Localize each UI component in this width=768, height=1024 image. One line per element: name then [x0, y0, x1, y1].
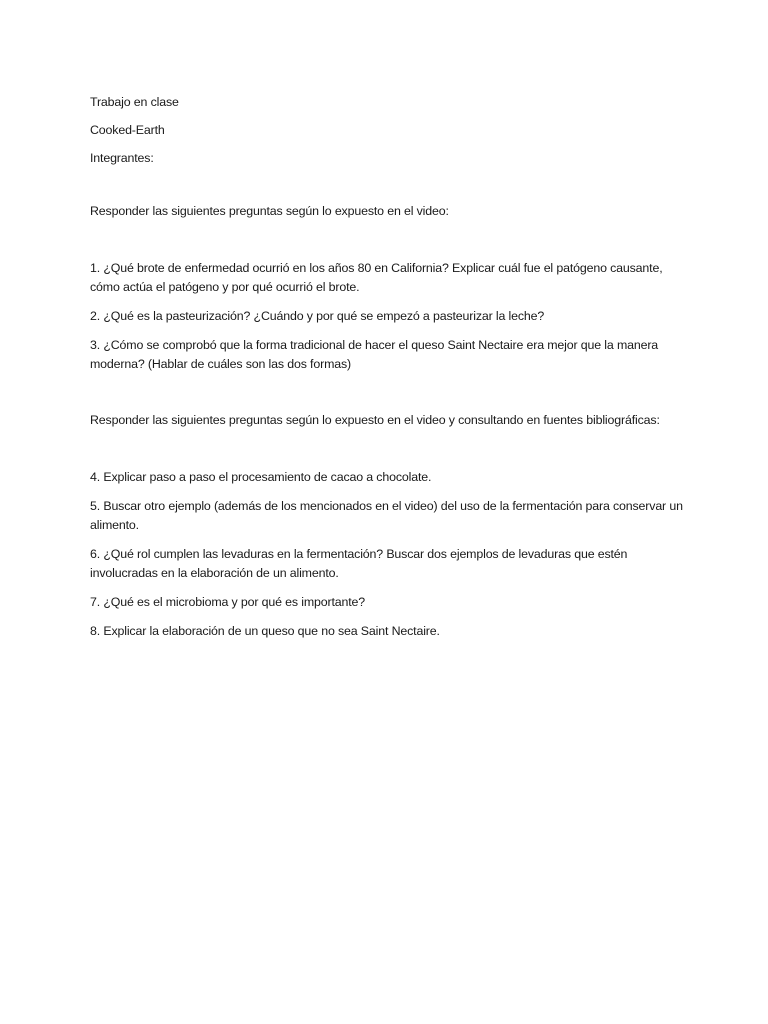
question-5: 5. Buscar otro ejemplo (además de los mencionados en el video) del uso de la fermentación para conservar un alimento.: [90, 499, 683, 532]
question-4: 4. Explicar paso a paso el procesamiento de cacao a chocolate.: [90, 470, 432, 484]
question-7: 7. ¿Qué es el microbioma y por qué es importante?: [90, 595, 366, 609]
document-body: [90, 93, 690, 651]
section1-instruction: Responder las siguientes preguntas según lo expuesto en el video:: [90, 204, 449, 218]
question-1: 1. ¿Qué brote de enfermedad ocurrió en los años 80 en California? Explicar cuál fue el patógeno causante, cómo actúa el patógeno y por qué ocurrió el brote.: [90, 261, 663, 294]
doc-subtitle: Cooked-Earth: [90, 123, 165, 137]
members-label: Integrantes:: [90, 151, 154, 165]
question-6: 6. ¿Qué rol cumplen las levaduras en la fermentación? Buscar dos ejemplos de levaduras que estén involucradas en la elaboración de un alimento.: [90, 547, 628, 580]
section2-instruction: Responder las siguientes preguntas según lo expuesto en el video y consultando en fuentes bibliográficas:: [90, 413, 660, 427]
doc-title: Trabajo en clase: [90, 95, 179, 109]
question-3: 3. ¿Cómo se comprobó que la forma tradicional de hacer el queso Saint Nectaire era mejor que la manera moderna? (Hablar de cuáles son las dos formas): [90, 338, 659, 371]
question-2: 2. ¿Qué es la pasteurización? ¿Cuándo y por qué se empezó a pasteurizar la leche?: [90, 309, 545, 323]
question-8: 8. Explicar la elaboración de un queso que no sea Saint Nectaire.: [90, 624, 440, 638]
